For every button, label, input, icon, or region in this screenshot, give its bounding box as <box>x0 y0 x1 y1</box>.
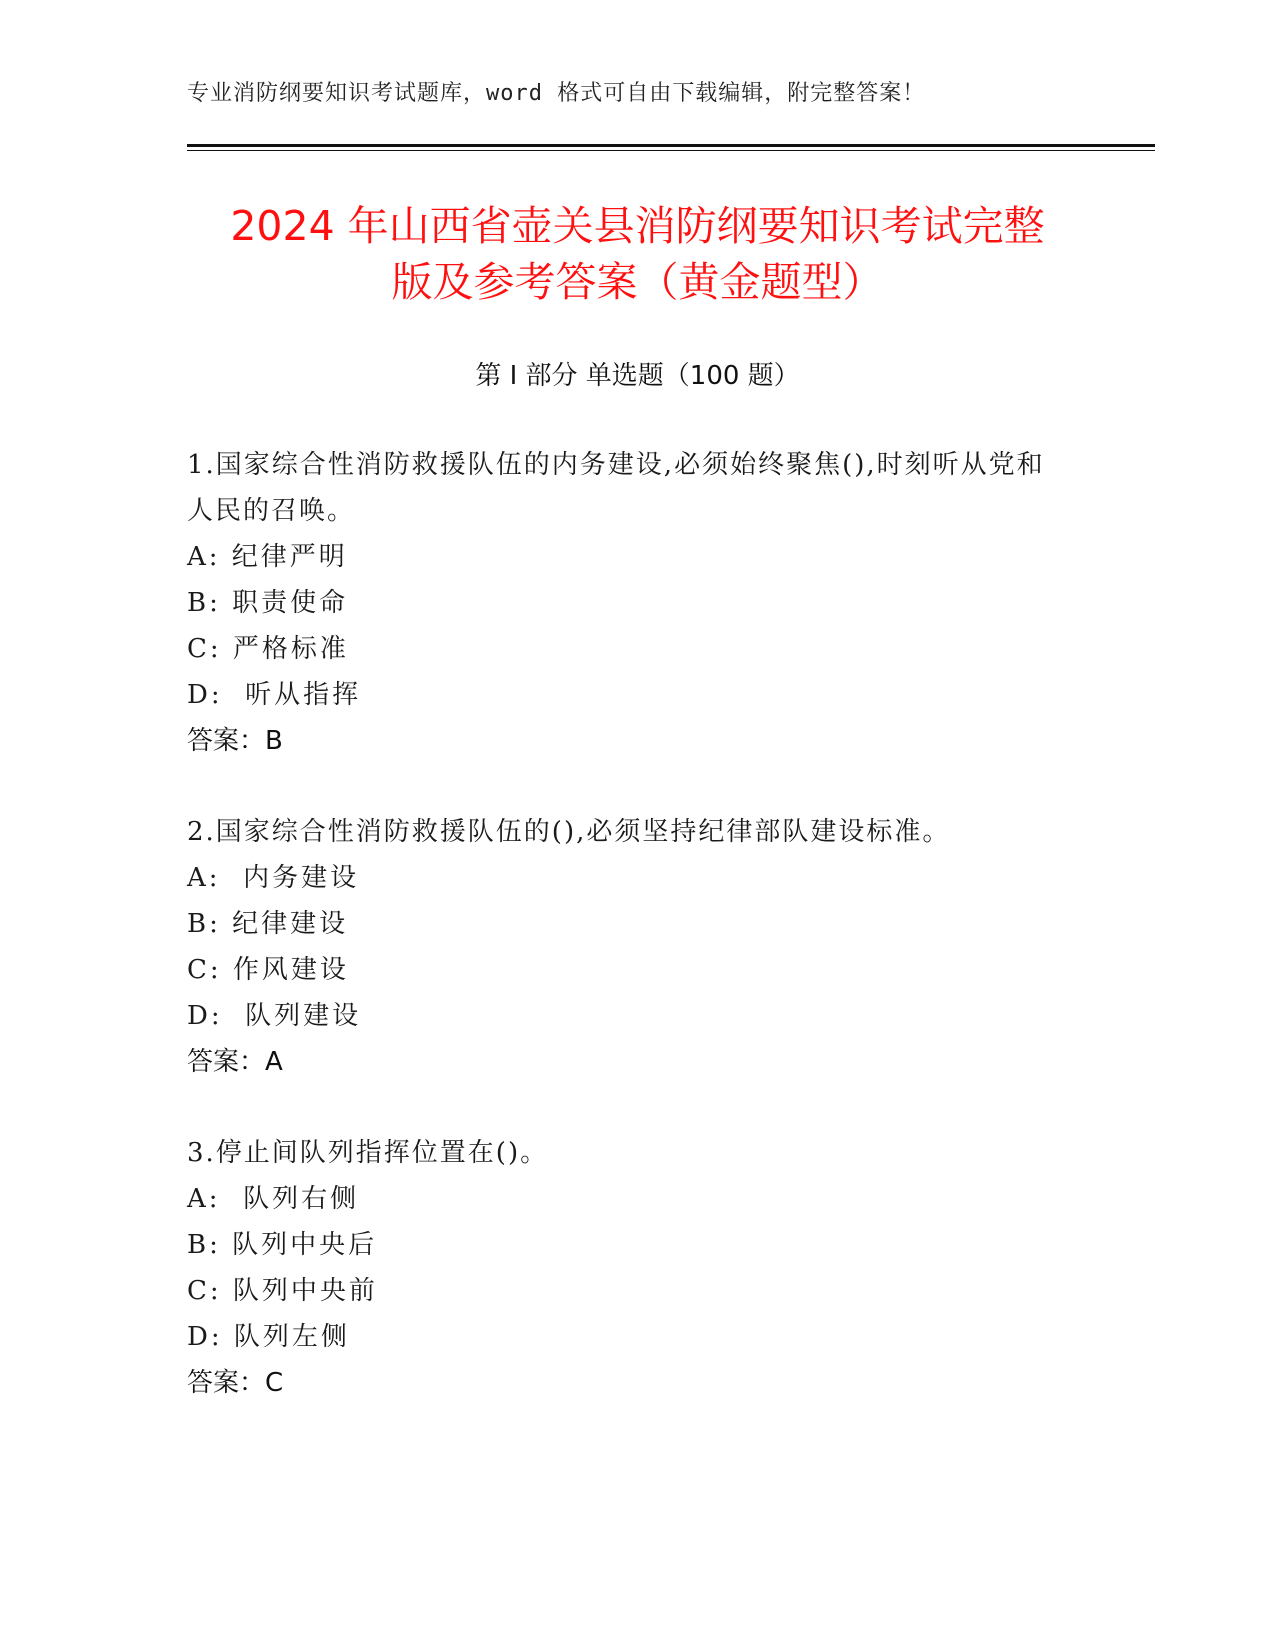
option-a: A: 内务建设 <box>187 863 360 893</box>
option-a: A: 纪律严明 <box>187 542 348 572</box>
document-title <box>160 198 1115 310</box>
option-d: D: 队列建设 <box>187 1001 362 1031</box>
document-title-line-1: 2024 年山西省壶关县消防纲要知识考试完整 <box>230 202 1045 250</box>
option-d: D: 队列左侧 <box>187 1322 350 1352</box>
question-stem: 1.国家综合性消防救援队伍的内务建设,必须始终聚焦(),时刻听从党和人民的召唤。 <box>187 450 1045 526</box>
question-1 <box>187 442 1067 764</box>
document-title-line-2: 版及参考答案（黄金题型） <box>391 258 884 306</box>
question-list <box>187 442 1067 1451</box>
answer: 答案：C <box>187 1368 284 1398</box>
answer: 答案：B <box>187 726 283 756</box>
option-a: A: 队列右侧 <box>187 1184 360 1214</box>
option-b: B: 队列中央后 <box>187 1230 378 1260</box>
option-b: B: 职责使命 <box>187 588 349 618</box>
option-c: C: 严格标准 <box>187 634 349 664</box>
question-stem: 2.国家综合性消防救援队伍的(),必须坚持纪律部队建设标准。 <box>187 817 951 847</box>
header-divider-thin <box>187 150 1155 151</box>
option-c: C: 作风建设 <box>187 955 349 985</box>
question-3 <box>187 1130 1067 1406</box>
question-2 <box>187 809 1067 1085</box>
option-b: B: 纪律建设 <box>187 909 349 939</box>
section-heading: 第 I 部分 单选题（100 题） <box>475 361 800 391</box>
option-d: D: 听从指挥 <box>187 680 362 710</box>
header-divider-thick <box>187 144 1155 147</box>
header-note: 专业消防纲要知识考试题库，word 格式可自由下载编辑，附完整答案！ <box>187 81 926 106</box>
option-c: C: 队列中央前 <box>187 1276 378 1306</box>
answer: 答案：A <box>187 1047 283 1077</box>
question-stem: 3.停止间队列指挥位置在()。 <box>187 1138 549 1168</box>
